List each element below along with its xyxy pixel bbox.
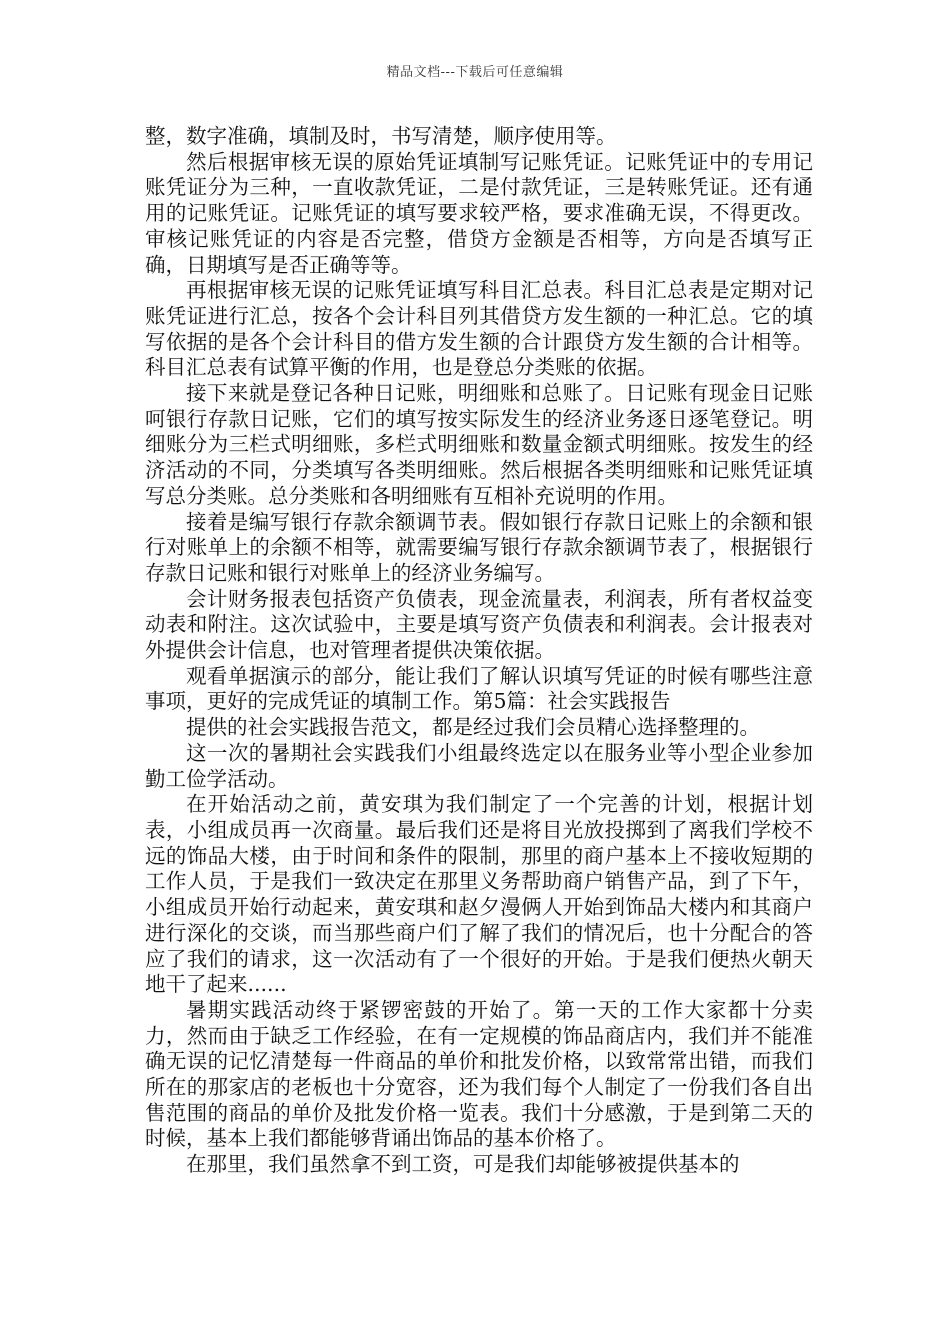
paragraph-11: 暑期实践活动终于紧锣密鼓的开始了。第一天的工作大家都十分卖力，然而由于缺乏工作经验，在有一定规模的饰品商店内，我们并不能准确无误的记忆清楚每一件商品的单价和批发价格，以致常常出错，而我们所在的那家店的老板也十分宽容，还为我们每个人制定了一份我们各自出售范围的商品的单价及批发价格一览表。我们十分感激，于是到第二天的时候，基本上我们都能够背诵出饰品的基本价格了。 [145,997,813,1151]
paragraph-7: 观看单据演示的部分，能让我们了解认识填写凭证的时候有哪些注意事项，更好的完成凭证的填制工作。第5篇：社会实践报告 [145,663,813,714]
paragraph-4: 接下来就是登记各种日记账，明细账和总账了。日记账有现金日记账呵银行存款日记账，它们的填写按实际发生的经济业务逐日逐笔登记。明细账分为三栏式明细账，多栏式明细账和数量金额式明细账。按发生的经济活动的不同，分类填写各类明细账。然后根据各类明细账和记账凭证填写总分类账。总分类账和各明细账有互相补充说明的作用。 [145,381,813,508]
paragraph-12: 在那里，我们虽然拿不到工资，可是我们却能够被提供基本的 [186,1152,740,1177]
paragraph-1: 整，数字准确，填制及时，书写清楚，顺序使用等。 [145,124,617,148]
paragraph-5: 接着是编写银行存款余额调节表。假如银行存款日记账上的余额和银行对账单上的余额不相等，就需要编写银行存款余额调节表了，根据银行存款日记账和银行对账单上的经济业务编写。 [145,509,813,585]
paragraph-2: 然后根据审核无误的原始凭证填制写记账凭证。记账凭证中的专用记账凭证分为三种，一直收款凭证，二是付款凭证，三是转账凭证。还有通用的记账凭证。记账凭证的填写要求较严格，要求准确无误，不得更改。审核记账凭证的内容是否完整，借贷方金额是否相等，方向是否填写正确，日期填写是否正确等等。 [145,149,813,277]
paragraph-10: 在开始活动之前，黄安琪为我们制定了一个完善的计划，根据计划表，小组成员再一次商量。最后我们还是将目光放投掷到了离我们学校不远的饰品大楼，由于时间和条件的限制，那里的商户基本上不接收短期的工作人员，于是我们一致决定在那里义务帮助商户销售产品，到了下午，小组成员开始行动起来，黄安琪和赵夕漫俩人开始到饰品大楼内和其商户进行深化的交谈，而当那些商户们了解了我们的情况后，也十分配合的答应了我们的请求，这一次活动有了一个很好的开始。于是我们便热火朝天地干了起来...... [145,792,813,997]
paragraph-8: 提供的社会实践报告范文，都是经过我们会员精心选择整理的。 [186,715,760,740]
paragraph-6: 会计财务报表包括资产负债表，现金流量表，利润表，所有者权益变动表和附注。这次试验中，主要是填写资产负债表和利润表。会计报表对外提供会计信息，也对管理者提供决策依据。 [145,586,813,663]
page-header: 精品文档---下载后可任意编辑 [386,65,564,80]
document-body [145,124,813,1178]
paragraph-9: 这一次的暑期社会实践我们小组最终选定以在服务业等小型企业参加勤工俭学活动。 [145,740,813,791]
paragraph-3: 再根据审核无误的记账凭证填写科目汇总表。科目汇总表是定期对记账凭证进行汇总，按各个会计科目列其借贷方发生额的一种汇总。它的填写依据的是各个会计科目的借方发生额的合计跟贷方发生额的合计相等。科目汇总表有试算平衡的作用，也是登总分类账的依据。 [145,278,813,380]
